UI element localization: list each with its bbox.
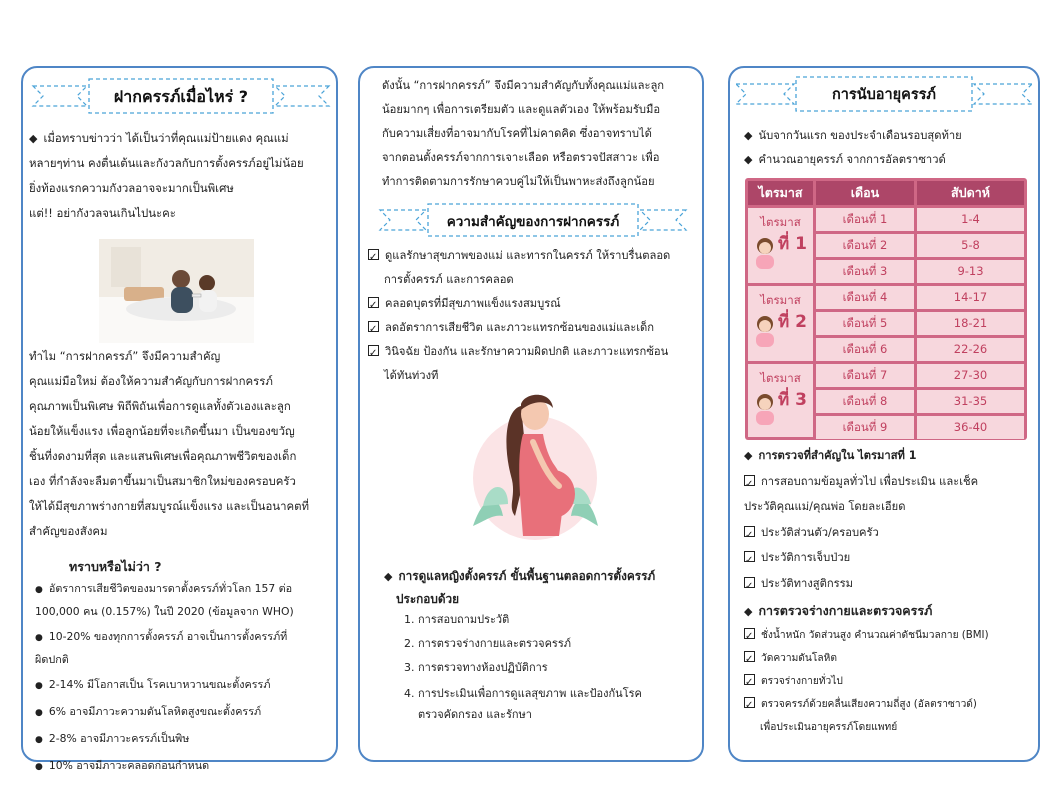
check-item-cont: การตั้งครรภ์ และการคลอด — [384, 273, 514, 286]
panel-gestational-age — [728, 66, 1040, 762]
importance-checklist — [368, 244, 702, 388]
exam-item-cont: ประวัติคุณแม่/คุณพ่อ โดยละเอียด — [744, 500, 906, 513]
checkbox-icon — [368, 297, 379, 308]
body-line: ชิ้นที่งดงามที่สุด และแสนพิเศษเพื่อคุณภาพชีวิตของเด็ก — [29, 449, 297, 463]
exam-item: ✓ประวัติการเจ็บป่วย — [744, 545, 1036, 571]
care-item: 3. การตรวจทางห้องปฏิบัติการ — [418, 656, 736, 680]
fact-item-cont: 100,000 คน (0.157%) ในปี 2020 (ข้อมูลจาก WHO) — [35, 605, 294, 618]
week-cell: 36-40 — [917, 416, 1024, 439]
fact-item: ● อัตราการเสียชีวิตของมารดาตั้งครรภ์ทั่วโลก 157 ต่อ — [35, 578, 331, 601]
basic-care-list — [378, 608, 736, 725]
exam1-title: ◆ การตรวจที่สำคัญใน ไตรมาสที่ 1 — [744, 443, 1036, 469]
checkbox-icon — [744, 475, 755, 486]
body-line: คุณแม่มือใหม่ ต้องให้ความสำคัญกับการฝากครรภ์ — [29, 374, 273, 388]
intro-line: ◆ เมื่อทราบข่าวว่า ได้เป็นว่าที่คุณแม่ป้ายแดง คุณแม่ — [29, 126, 333, 151]
mother-baby-icon — [752, 236, 778, 270]
panel3-header — [734, 74, 1034, 114]
basic-care-subtitle: ประกอบด้วย — [396, 592, 460, 606]
table-header: สัปดาห์ — [917, 181, 1024, 205]
panel1-title: ฝากครรภ์เมื่อไหร่ ? — [113, 87, 249, 106]
body-line: สำคัญของสังคม — [29, 524, 108, 538]
week-cell: 18-21 — [917, 312, 1024, 335]
trimester-label: ไตรมาส — [760, 371, 801, 385]
checkbox-icon — [744, 551, 755, 562]
month-cell: เดือนที่ 1 — [816, 208, 914, 231]
did-you-know-title: ทราบหรือไม่ว่า ? — [69, 559, 162, 574]
care-item: 2. การตรวจร่างกายและตรวจครรภ์ — [418, 632, 736, 656]
month-cell: เดือนที่ 4 — [816, 286, 914, 309]
trimester-label: ไตรมาส — [760, 293, 801, 307]
fact-item: ● 2-8% อาจมีภาวะครรภ์เป็นพิษ — [35, 728, 331, 751]
check-item: ✓ดูแลรักษาสุขภาพของแม่ และทารกในครรภ์ ให้ราบรื่นตลอด — [368, 244, 702, 268]
checkbox-icon — [744, 577, 755, 588]
trimester-number: ที่ 2 — [778, 312, 807, 332]
month-cell: เดือนที่ 9 — [816, 416, 914, 439]
trimester-number: ที่ 3 — [778, 390, 807, 410]
pregnant-woman-illustration — [463, 386, 613, 556]
body-line: คุณภาพเป็นพิเศษ พิถีพิถันเพื่อการดูแลทั้งตัวเองและลูก — [29, 399, 291, 413]
checkbox-icon — [744, 628, 755, 639]
body-line: เอง ที่กำลังจะลืมตาขึ้นมาเป็นสมาชิกใหม่ของครอบครัว — [29, 474, 296, 488]
fact-item-cont: ผิดปกติ — [35, 653, 69, 666]
pregnant-woman-icon — [463, 386, 613, 556]
gestational-age-table — [745, 178, 1027, 440]
couple-illustration — [99, 239, 254, 343]
checkbox-icon — [744, 674, 755, 685]
panel-when-to-pregnancy-checkup — [21, 66, 338, 772]
panel3-title: การนับอายุครรภ์ — [831, 87, 936, 103]
month-cell: เดือนที่ 8 — [816, 390, 914, 413]
week-cell: 22-26 — [917, 338, 1024, 361]
exam-item: ✓การสอบถามข้อมูลทั่วไป เพื่อประเมิน และเช็ค — [744, 469, 1036, 495]
exam2-title: ◆ การตรวจร่างกายและตรวจครรภ์ — [744, 599, 1036, 624]
check-item-cont: ได้ทันท่วงที — [384, 369, 439, 382]
care-item: 1. การสอบถามประวัติ — [418, 608, 736, 632]
checkbox-icon — [368, 321, 379, 332]
checkbox-icon — [744, 651, 755, 662]
trimester-number: ที่ 1 — [778, 234, 807, 254]
week-cell: 9-13 — [917, 260, 1024, 283]
exam-item: ✓ชั่งน้ำหนัก วัดส่วนสูง คำนวณค่าดัชนีมวลกาย (BMI) — [744, 624, 1036, 647]
week-cell: 1-4 — [917, 208, 1024, 231]
month-cell: เดือนที่ 3 — [816, 260, 914, 283]
fact-item: ● 2-14% มีโอกาสเป็น โรคเบาหวานขณะตั้งครรภ์ — [35, 674, 331, 697]
week-cell: 27-30 — [917, 364, 1024, 387]
mother-baby-icon — [752, 314, 778, 348]
month-cell: เดือนที่ 5 — [816, 312, 914, 335]
count-method-item: ◆ คำนวณอายุครรภ์ จากการอัลตราซาวด์ — [744, 148, 1034, 172]
checkbox-icon — [368, 345, 379, 356]
trimester-cell — [748, 364, 813, 437]
couple-pregnancy-test-photo — [99, 239, 254, 343]
count-method-item: ◆ นับจากวันแรก ของประจำเดือนรอบสุดท้าย — [744, 124, 1034, 148]
month-cell: เดือนที่ 6 — [816, 338, 914, 361]
exam-item-cont: เพื่อประเมินอายุครรภ์โดยแพทย์ — [760, 722, 898, 733]
fact-item: ● 10% อาจมีภาวะคลอดก่อนกำหนด — [35, 755, 331, 778]
intro-line: ยิ่งท้องแรกความกังวลอาจจะมากเป็นพิเศษ — [29, 181, 234, 195]
basic-care-heading — [384, 565, 700, 611]
panel1-intro — [29, 126, 333, 226]
checkbox-icon — [744, 697, 755, 708]
panel-importance-of-checkup — [358, 66, 704, 762]
exam-item: ✓วัดความดันโลหิต — [744, 647, 1036, 670]
week-cell: 31-35 — [917, 390, 1024, 413]
fact-item: ● 10-20% ของทุกการตั้งครรภ์ อาจเป็นการตั้งครรภ์ที่ — [35, 626, 331, 649]
panel2-intro — [382, 74, 700, 194]
table-header: เดือน — [816, 181, 914, 205]
week-cell: 5-8 — [917, 234, 1024, 257]
counting-methods — [744, 124, 1034, 172]
intro-line: แต่!! อย่ากังวลจนเกินไปนะคะ — [29, 206, 176, 220]
exam-item: ✓ตรวจร่างกายทั่วไป — [744, 670, 1036, 693]
month-cell: เดือนที่ 2 — [816, 234, 914, 257]
panel1-body — [29, 344, 333, 544]
intro-line: จากตอนตั้งครรภ์จากการเจาะเลือด หรือตรวจปัสสาวะ เพื่อ — [382, 151, 660, 164]
intro-line: หลายๆท่าน คงตื่นเต้นและกังวลกับการตั้งครรภ์อยู่ไม่น้อย — [29, 156, 304, 170]
intro-line: ดังนั้น “การฝากครรภ์” จึงมีความสำคัญกับทั้งคุณแม่และลูก — [382, 79, 665, 92]
checkbox-icon — [368, 249, 379, 260]
trimester-cell — [748, 208, 813, 283]
fact-item: ● 6% อาจมีภาวะความดันโลหิตสูงขณะตั้งครรภ์ — [35, 701, 331, 724]
exam-item: ✓ตรวจครรภ์ด้วยคลื่นเสียงความถี่สูง (อัลตราซาวด์) — [744, 693, 1036, 716]
checkbox-icon — [744, 526, 755, 537]
check-item: ✓ลดอัตราการเสียชีวิต และภาวะแทรกซ้อนของแม่และเด็ก — [368, 316, 702, 340]
physical-exams — [744, 599, 1036, 739]
check-item: ✓วินิจฉัย ป้องกัน และรักษาความผิดปกติ และภาวะแทรกซ้อน — [368, 340, 702, 364]
week-cell: 14-17 — [917, 286, 1024, 309]
intro-line: น้อยมากๆ เพื่อการเตรียมตัว และดูแลตัวเอง ให้พร้อมรับมือ — [382, 103, 661, 116]
intro-line: กับความเสี่ยงที่อาจมากับโรคที่ไม่คาดคิด ซึ่งอาจทราบได้ — [382, 127, 652, 140]
exam-item: ✓ประวัติทางสูติกรรม — [744, 571, 1036, 597]
table-header: ไตรมาส — [748, 181, 813, 205]
check-item: ✓คลอดบุตรที่มีสุขภาพแข็งแรงสมบูรณ์ — [368, 292, 702, 316]
exam-item: ✓ประวัติส่วนตัว/ครอบครัว — [744, 520, 1036, 546]
body-line: ทำไม “การฝากครรภ์” จึงมีความสำคัญ — [29, 349, 221, 363]
care-item: 4. การประเมินเพื่อการดูแลสุขภาพ และป้องกันโรค ตรวจคัดกรอง และรักษา — [418, 683, 736, 725]
trimester-cell — [748, 286, 813, 361]
panel1-header — [31, 76, 331, 116]
trimester1-exams — [744, 443, 1036, 596]
month-cell: เดือนที่ 7 — [816, 364, 914, 387]
mother-baby-icon — [752, 392, 778, 426]
panel2-header — [378, 200, 688, 240]
trimester-label: ไตรมาส — [760, 215, 801, 229]
facts-list — [35, 578, 331, 778]
body-line: ให้ได้มีสุขภาพร่างกายที่สมบูรณ์แข็งแรง และเป็นอนาคตที่ — [29, 499, 310, 513]
body-line: น้อยให้แข็งแรง เพื่อลูกน้อยที่จะเกิดขึ้นมา เป็นของขวัญ — [29, 424, 295, 438]
basic-care-title: ◆ การดูแลหญิงตั้งครรภ์ ขั้นพื้นฐานตลอดการตั้งครรภ์ — [384, 565, 700, 588]
panel2-title: ความสำคัญของการฝากครรภ์ — [446, 214, 620, 230]
intro-line: ทำการติดตามการรักษาควบคู่ไม่ให้เป็นพาหะส่งถึงลูกน้อย — [382, 175, 655, 188]
